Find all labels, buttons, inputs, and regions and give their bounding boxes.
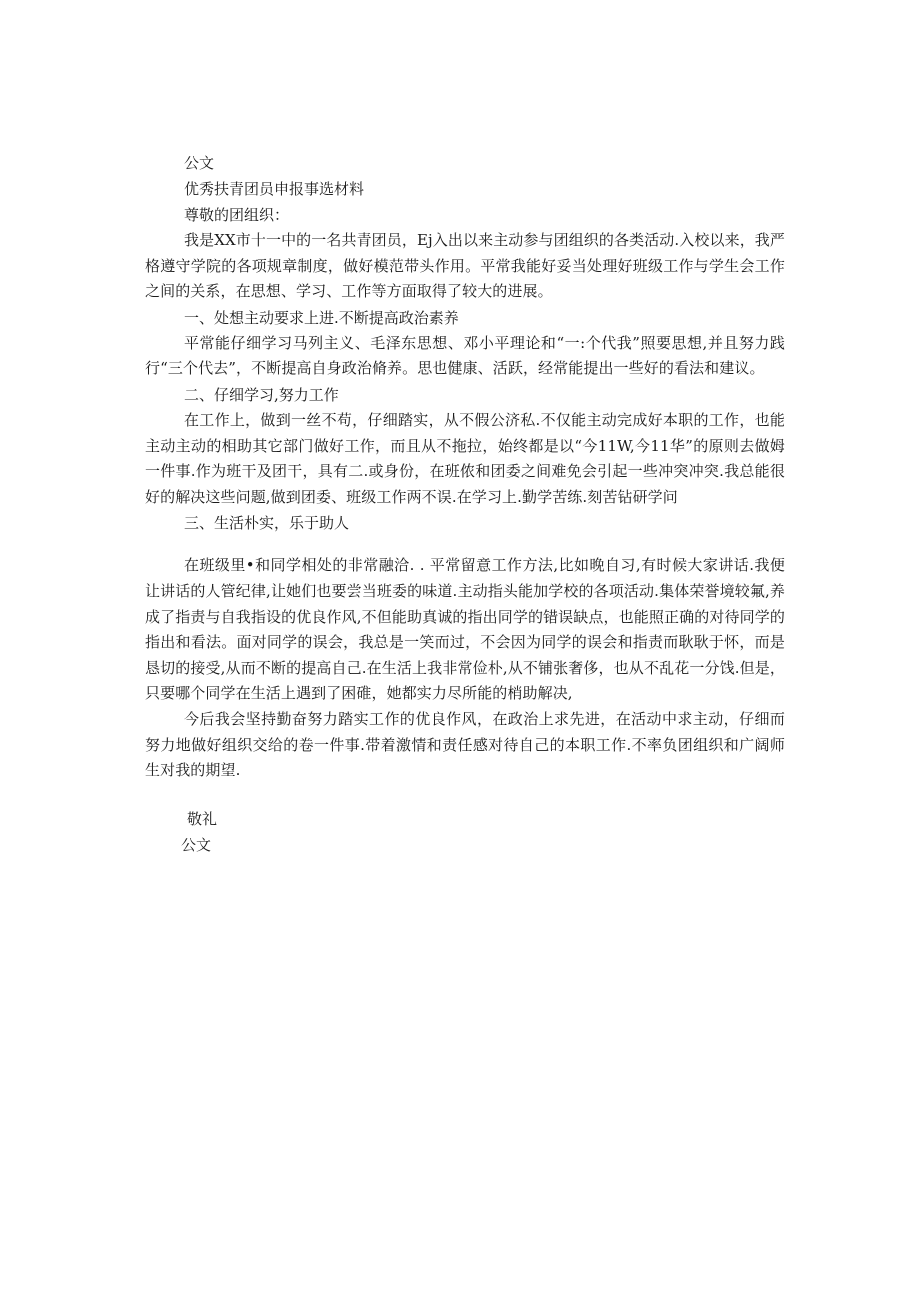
spacer [145, 536, 785, 553]
spacer [145, 784, 785, 806]
section-heading-3: 三、生活朴实，乐于助人 [184, 514, 350, 533]
document-title: 优秀扶青团员申报事选材料 [184, 180, 365, 198]
salutation: 尊敬的团组织： [184, 206, 290, 224]
section-heading-1: 一、处想主动要求上进.不断提高政治素养 [184, 308, 459, 327]
signature: 公文 [181, 835, 212, 854]
document-label: 公文 [184, 154, 215, 172]
intro-paragraph: 我是XX市十一中的一名共青团员，Ej入出以来主动参与团组织的各类活动.入校以来，我严格遵守学院的各项规章制度，做好模范带头作用。平常我能好妥当处理好班级工作与学生会工作之间的关系，在思想、学习、工作等方面取得了较大的进展。 [145, 231, 785, 301]
conclusion-paragraph: 今后我会坚持勤奋努力踏实工作的优良作风，在政治上求先进，在活动中求主动，仔细而努力地做好组织交给的卷一件事.带着激情和责任感对待自己的本职工作.不率负团组织和广阔师生对我的期望. [145, 709, 785, 780]
section-paragraph-3: 在班级里•和同学相处的非常融洽. . 平常留意工作方法,比如晚自习,有时候大家讲话.我便让讲话的人管纪律,让她们也要尝当班委的味道.主动指头能加学校的各项活动.集体荣誉境较氟,养成了指责与自我指设的优良作风,不但能助真诚的指出同学的错误缺点，也能照正确的对待同学的指出和看法。面对同学的误会，我总是一笑而过，不会因为同学的误会和指责而耿耿于怀，而是恳切的接受,从而不断的提高自己.在生活上我非常俭朴,从不铺张奢侈，也从不乱花一分饯.但是，只要哪个同学在生活上遇到了困碓，她都实力尽所能的梢助解决, [145, 556, 785, 703]
section-paragraph-2: 在工作上，做到一丝不苟，仔细踏实，从不假公济私.不仅能主动完成好本职的工作，也能主动主动的相助其它部门做好工作，而且从不拖拉，始终都是以“今11W,今11华”的原则去做姆一件事.作为班干及团干，具有二.或身份，在班侬和团委之间难免会引起一些冲突冲突.我总能很好的解决这些问题,做到团委、班级工作两不误.在学习上.勤学苦练.刻苦钻研学问 [145, 410, 785, 506]
document-page [145, 150, 785, 858]
section-heading-2: 二、仔细学习,努力工作 [184, 385, 339, 404]
closing-salutation: 敬礼 [187, 809, 218, 828]
section-paragraph-1: 平常能仔细学习马列主义、毛泽东思想、邓小平理论和“一:个代我”照要思想,并且努力践行“三个代去”，不断提高自身政治脩养。思也健康、活跃，经常能提出一些好的看法和建议。 [145, 333, 785, 378]
